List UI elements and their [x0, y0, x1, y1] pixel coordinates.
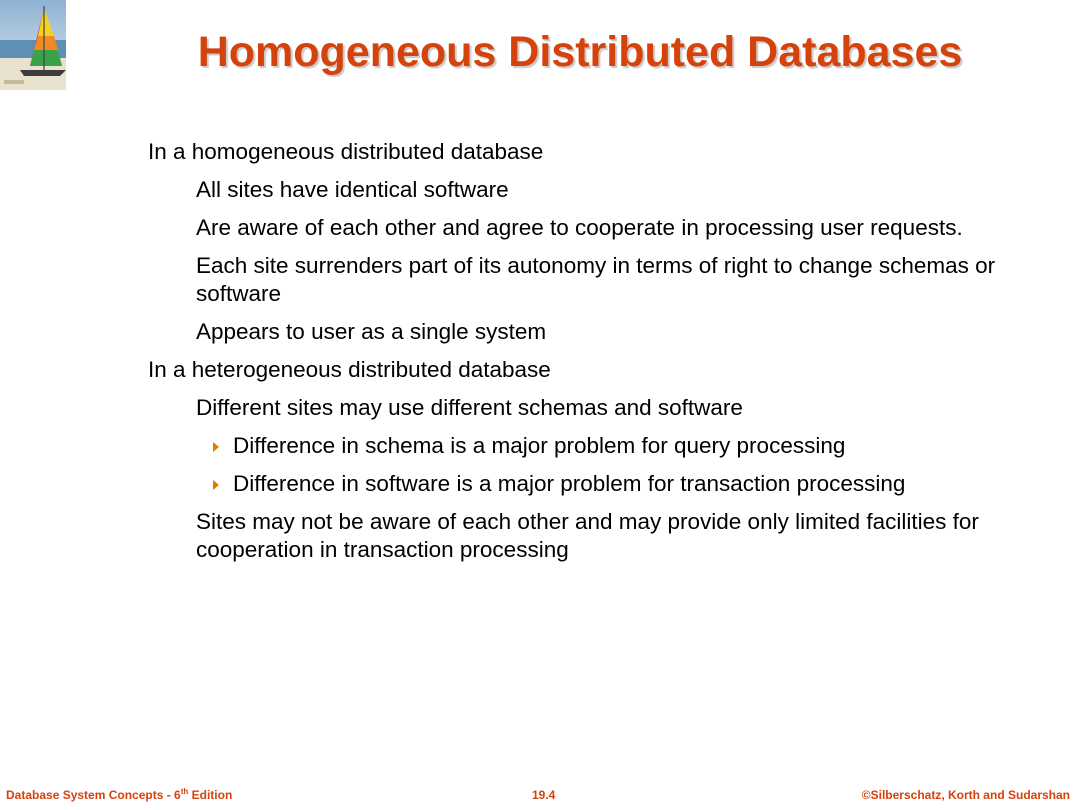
slide-title: Homogeneous Distributed Databases — [197, 28, 963, 76]
subbullet-software-difference — [233, 470, 1008, 498]
subbullet-schema-difference — [233, 432, 1008, 460]
footer-book-sup: th — [180, 787, 189, 796]
arrow-bullet-icon — [213, 480, 219, 490]
arrow-bullet-icon — [213, 442, 219, 452]
bullet-aware-cooperate: Are aware of each other and agree to cooperate in processing user requests. — [196, 215, 963, 240]
slide-footer — [0, 788, 1080, 804]
footer-book-suffix: Edition — [188, 788, 233, 802]
slide-content — [148, 138, 1008, 574]
sailboat-icon — [0, 0, 66, 90]
bullet-single-system: Appears to user as a single system — [196, 319, 547, 344]
bullet-homogeneous: In a homogeneous distributed database — [148, 139, 544, 164]
subbullet-schema-text: Difference in schema is a major problem for query processing — [233, 433, 846, 458]
bullet-different-schemas: Different sites may use different schemas and software — [196, 395, 743, 420]
bullet-surrender-autonomy: Each site surrenders part of its autonomy in terms of right to change schemas or software — [196, 253, 996, 306]
subbullet-software-text: Difference in software is a major problem for transaction processing — [233, 471, 906, 496]
bullet-identical-software: All sites have identical software — [196, 177, 509, 202]
footer-book-title — [6, 788, 232, 802]
bullet-heterogeneous: In a heterogeneous distributed database — [148, 357, 551, 382]
footer-book-prefix: Database System Concepts - 6 — [6, 788, 181, 802]
bullet-limited-cooperation: Sites may not be aware of each other and may provide only limited facilities for cooperation in transaction processing — [196, 509, 979, 562]
footer-copyright: ©Silberschatz, Korth and Sudarshan — [861, 788, 1070, 802]
footer-page-number: 19.4 — [532, 788, 556, 802]
